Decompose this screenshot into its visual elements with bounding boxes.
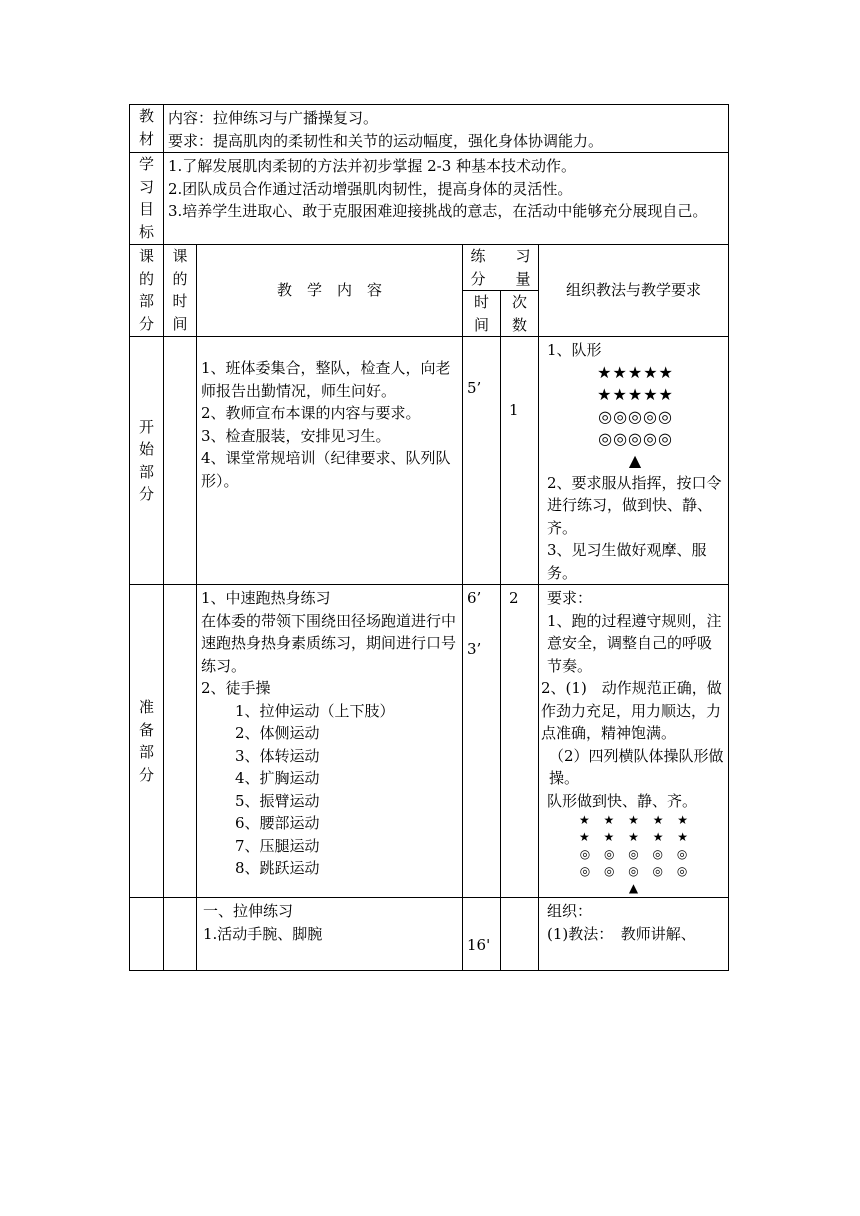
- formation-row: ★★★★★: [597, 384, 674, 404]
- prep-method-line: 2、(1) 动作规范正确，做作劲力充足，用力顺达，力点准确，精神饱满。: [541, 679, 722, 742]
- formation-row: ★ ★ ★ ★ ★: [578, 813, 689, 827]
- start-method: [539, 337, 729, 585]
- start-time-cell: [164, 337, 197, 585]
- header-content: 教 学 内 容: [197, 245, 463, 337]
- exercise-item: 7、压腿运动: [235, 836, 320, 855]
- start-formation: [547, 362, 724, 472]
- header-row: [130, 245, 729, 291]
- prep-method-title: 要求：: [547, 589, 593, 607]
- prep-content: [197, 585, 463, 898]
- start-content: [197, 337, 463, 585]
- material-row: [130, 105, 729, 153]
- formation-row: ▲: [628, 450, 643, 470]
- prep-method-line: 1、跑的过程遵守规则，注意安全，调整自己的呼吸节奏。: [547, 611, 722, 675]
- exercise-item: 2、体侧运动: [235, 724, 320, 742]
- basic-label: [130, 898, 164, 971]
- start-label: 开 始 部 分: [130, 337, 164, 585]
- basic-load-count: [501, 898, 539, 971]
- prep-load-time: [463, 585, 501, 898]
- exercise-item: 4、扩胸运动: [235, 769, 320, 787]
- goals-row: [130, 153, 729, 245]
- header-method: 组织教法与教学要求: [539, 245, 729, 337]
- header-part: 课 的 部 分: [130, 245, 164, 337]
- prep-item: 在体委的带领下围绕田径场跑道进行中速跑热身热身素质练习，期间进行口号练习。: [201, 611, 457, 675]
- basic-section-row: [130, 898, 729, 971]
- basic-method-line: 组织：: [547, 902, 593, 920]
- goal-item: 3.培养学生进取心、敢于克服困难迎接挑战的意志，在活动中能够充分展现自己。: [168, 202, 708, 220]
- formation-row: ◎◎◎◎◎: [598, 406, 673, 426]
- prep-section-row: [130, 585, 729, 898]
- basic-item: 1.活动手腕、脚腕: [203, 924, 323, 943]
- prep-time-2: 3’: [467, 639, 482, 658]
- start-method-title: 1、队形: [547, 341, 602, 359]
- exercise-item: 6、腰部运动: [235, 814, 320, 832]
- start-method-line: 3、见习生做好观摩、服务。: [547, 541, 707, 582]
- start-load-count: 1: [501, 337, 539, 585]
- basic-load-time: 16': [463, 898, 501, 971]
- formation-row: ★★★★★: [597, 362, 674, 382]
- prep-item: 2、徒手操: [201, 679, 271, 697]
- exercise-item: 5、振臂运动: [235, 791, 320, 810]
- exercise-item: 3、体转运动: [235, 746, 320, 765]
- prep-item: 1、中速跑热身练习: [201, 589, 331, 607]
- prep-time-cell: [164, 585, 197, 898]
- start-section-row: [130, 337, 729, 585]
- lesson-plan-table: [129, 104, 729, 971]
- material-content: [164, 105, 729, 153]
- material-label: 教 材: [130, 105, 164, 153]
- basic-time-cell: [164, 898, 197, 971]
- basic-item: 一、拉伸练习: [203, 902, 294, 920]
- formation-row: ◎ ◎ ◎ ◎ ◎: [579, 847, 688, 861]
- start-load-time: 5’: [463, 337, 501, 585]
- basic-content: [197, 898, 463, 971]
- prep-label: 准 备 部 分: [130, 585, 164, 898]
- header-load-count: 次 数: [501, 291, 539, 337]
- exercise-item: 1、拉伸运动（上下肢）: [235, 701, 395, 720]
- prep-method: [539, 585, 729, 898]
- prep-method-line: （2）四列横队体操队形做操。: [549, 746, 724, 787]
- header-load: 练 习 分 量: [463, 245, 539, 291]
- exercise-item: 8、跳跃运动: [235, 859, 320, 877]
- start-item: 1、班体委集合，整队，检查人，向老师报告出勤情况，师生问好。: [201, 359, 451, 400]
- exercise-list: [201, 700, 458, 880]
- start-item: 3、检查服装，安排见习生。: [201, 426, 391, 445]
- goal-item: 1.了解发展肌肉柔韧的方法并初步掌握 2-3 种基本技术动作。: [168, 157, 577, 175]
- prep-load-count: 2: [501, 585, 539, 898]
- prep-method-line: 队形做到快、静、齐。: [547, 791, 698, 810]
- header-load-time: 时 间: [463, 291, 501, 337]
- formation-row: ◎◎◎◎◎: [598, 428, 673, 448]
- start-method-line: 2、要求服从指挥，按口令进行练习，做到快、静、齐。: [547, 473, 722, 537]
- goals-content: [164, 153, 729, 245]
- start-item: 2、教师宣布本课的内容与要求。: [201, 404, 421, 422]
- prep-time-1: 6’: [467, 589, 482, 607]
- start-item: 4、课堂常规培训（纪律要求、队列队形）。: [201, 449, 451, 490]
- prep-formation: [541, 812, 726, 897]
- material-line: 内容：拉伸练习与广播操复习。: [168, 109, 379, 127]
- basic-method: [539, 898, 729, 971]
- formation-row: ★ ★ ★ ★ ★: [578, 830, 689, 844]
- goal-item: 2.团队成员合作通过活动增强肌肉韧性，提高身体的灵活性。: [168, 179, 573, 198]
- material-line: 要求：提高肌肉的柔韧性和关节的运动幅度，强化身体协调能力。: [168, 131, 604, 150]
- header-time: 课 的 时 间: [164, 245, 197, 337]
- formation-row: ▲: [628, 881, 639, 895]
- basic-method-line: (1)教法： 教师讲解、: [547, 924, 696, 943]
- goals-label: 学 习 目 标: [130, 153, 164, 245]
- formation-row: ◎ ◎ ◎ ◎ ◎: [579, 864, 688, 878]
